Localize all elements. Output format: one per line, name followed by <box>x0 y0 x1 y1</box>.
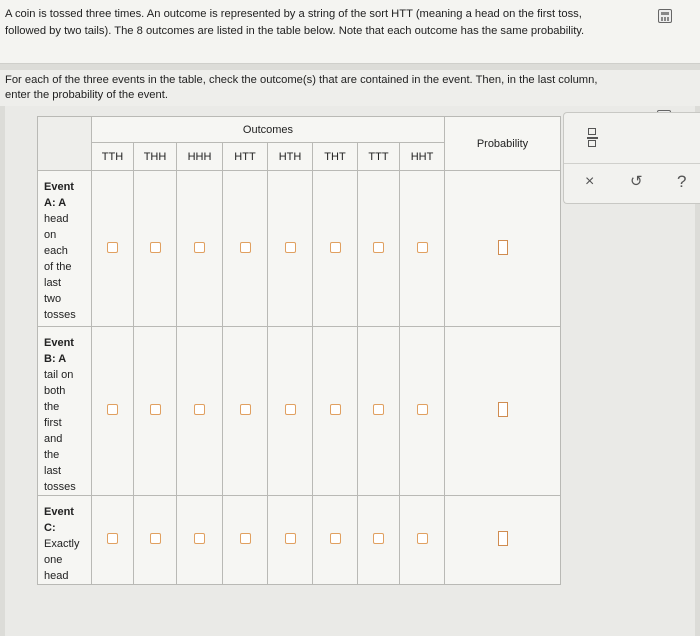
table-row-event-a <box>38 171 561 327</box>
outcome-checkbox-b-hhh[interactable] <box>194 404 205 415</box>
outcome-checkbox-c-tth[interactable] <box>107 533 118 544</box>
outcome-checkbox-b-htt[interactable] <box>240 404 251 415</box>
event-b-label: Event B: A tail on both the first and the last tosses <box>38 327 92 496</box>
instructions <box>0 70 700 106</box>
table-corner <box>38 117 92 171</box>
calculator-icon[interactable] <box>658 9 672 23</box>
column-header: THT <box>313 143 358 171</box>
column-header: TTH <box>92 143 134 171</box>
outcome-checkbox-c-hht[interactable] <box>417 533 428 544</box>
outcome-checkbox-a-htt[interactable] <box>240 242 251 253</box>
outcome-checkbox-c-hth[interactable] <box>285 533 296 544</box>
probability-input-a[interactable] <box>498 240 508 255</box>
outcome-checkbox-b-tht[interactable] <box>330 404 341 415</box>
outcomes-header: Outcomes <box>92 117 445 143</box>
close-icon[interactable]: × <box>585 173 595 190</box>
problem-line-2: followed by two tails). The 8 outcomes are listed in the table below. Note that each outcome has the same probability. <box>5 25 585 37</box>
event-c-label: Event C: Exactly one head <box>38 496 92 585</box>
undo-icon[interactable]: ↺ <box>630 173 643 190</box>
outcome-checkbox-a-tht[interactable] <box>330 242 341 253</box>
outcome-checkbox-b-thh[interactable] <box>150 404 161 415</box>
outcome-checkbox-c-tht[interactable] <box>330 533 341 544</box>
event-outcome-table <box>37 116 561 585</box>
column-header: HHH <box>177 143 223 171</box>
outcome-checkbox-c-ttt[interactable] <box>373 533 384 544</box>
problem-statement <box>0 0 700 64</box>
outcome-checkbox-b-hht[interactable] <box>417 404 428 415</box>
table-row-event-b <box>38 327 561 496</box>
probability-input-c[interactable] <box>498 531 508 546</box>
column-header: HHT <box>400 143 445 171</box>
answer-tools-panel <box>563 112 700 204</box>
column-header: TTT <box>358 143 400 171</box>
outcome-checkbox-a-thh[interactable] <box>150 242 161 253</box>
fraction-icon[interactable] <box>587 127 599 151</box>
outcome-checkbox-a-tth[interactable] <box>107 242 118 253</box>
help-icon[interactable]: ? <box>677 172 687 191</box>
problem-line-1: A coin is tossed three times. An outcome is represented by a string of the sort HTT (meaning a head on the first toss, <box>5 8 582 20</box>
outcome-checkbox-b-tth[interactable] <box>107 404 118 415</box>
instructions-line-1: For each of the three events in the table, check the outcome(s) that are contained in the event. Then, in the last column, <box>5 74 598 86</box>
outcome-checkbox-a-hhh[interactable] <box>194 242 205 253</box>
probability-header: Probability <box>445 117 561 171</box>
outcome-checkbox-c-hhh[interactable] <box>194 533 205 544</box>
outcome-checkbox-c-htt[interactable] <box>240 533 251 544</box>
column-header: HTH <box>268 143 313 171</box>
tool-row <box>564 163 700 204</box>
column-header: THH <box>134 143 177 171</box>
outcome-checkbox-c-thh[interactable] <box>150 533 161 544</box>
outcome-checkbox-a-hht[interactable] <box>417 242 428 253</box>
table-row-event-c <box>38 496 561 585</box>
event-a-label: Event A: A head on each of the last two tosses <box>38 171 92 327</box>
outcome-checkbox-a-hth[interactable] <box>285 242 296 253</box>
instructions-line-2: enter the probability of the event. <box>5 89 168 101</box>
outcome-checkbox-a-ttt[interactable] <box>373 242 384 253</box>
outcome-checkbox-b-hth[interactable] <box>285 404 296 415</box>
outcome-checkbox-b-ttt[interactable] <box>373 404 384 415</box>
probability-input-b[interactable] <box>498 402 508 417</box>
column-header: HTT <box>223 143 268 171</box>
